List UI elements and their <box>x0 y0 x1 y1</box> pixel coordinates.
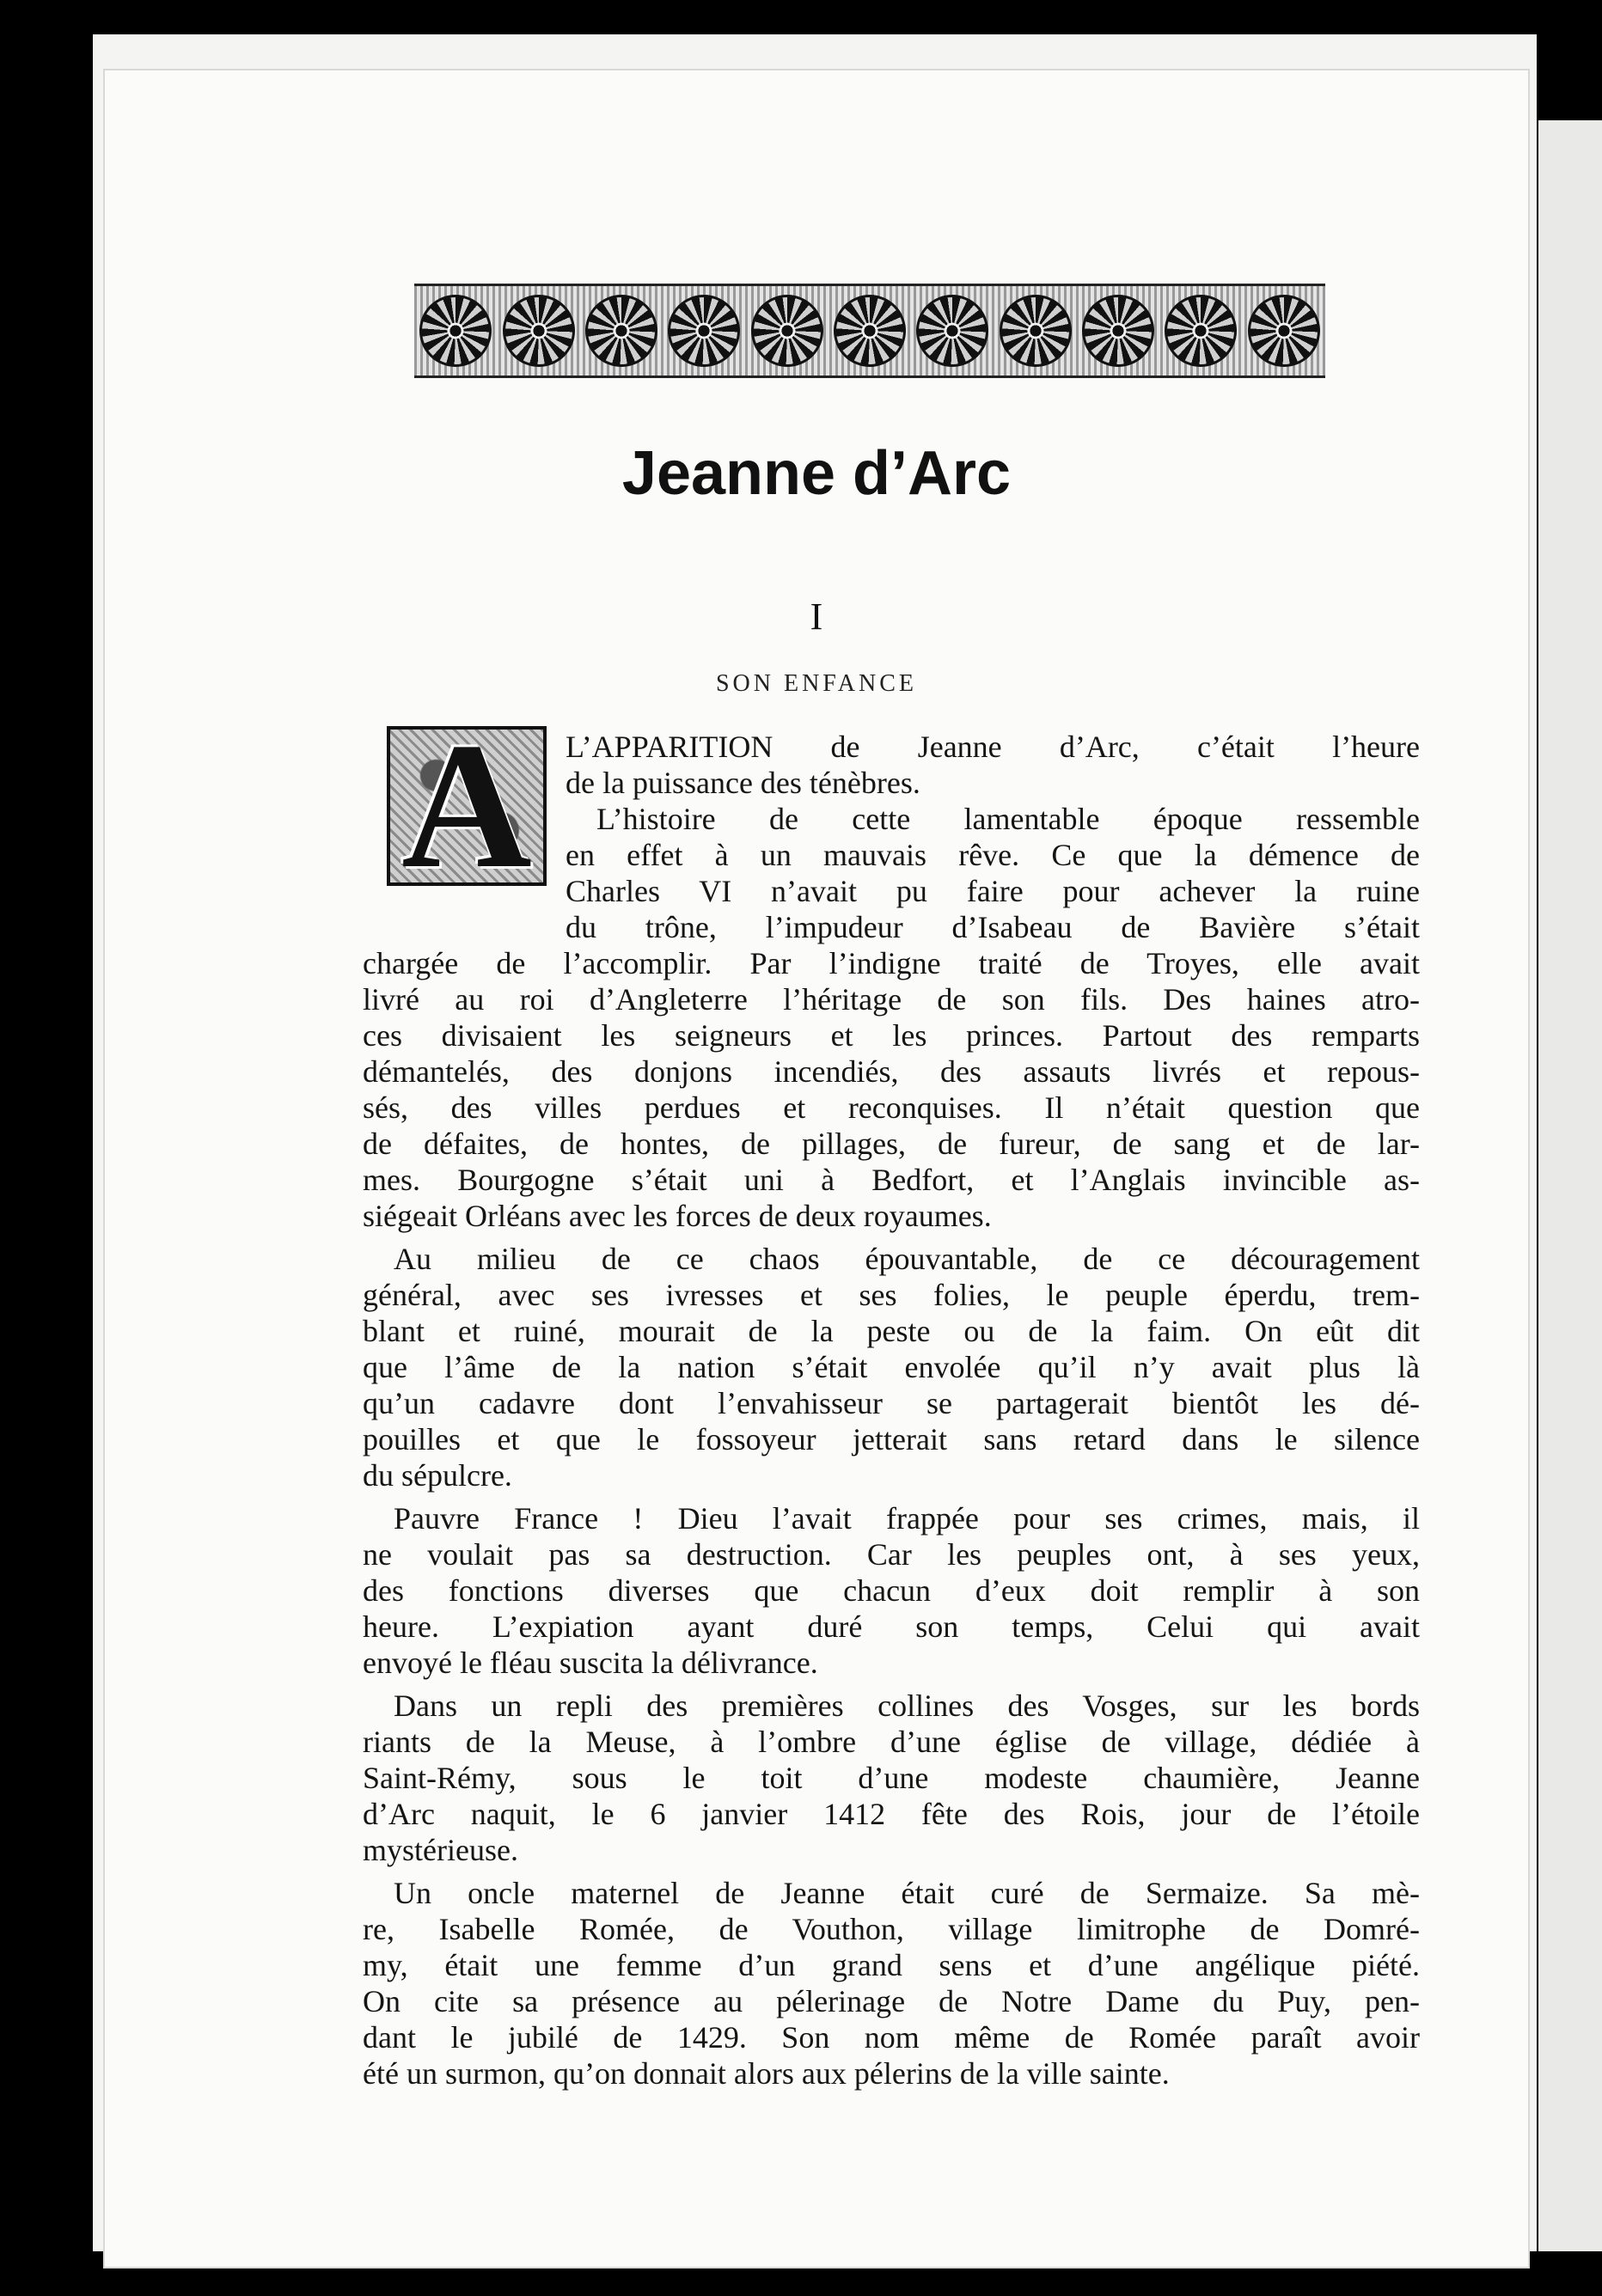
chapter-number: I <box>810 595 823 638</box>
rosette-ornament <box>419 295 492 367</box>
rosette-ornament <box>1165 295 1237 367</box>
text-line: général, avec ses ivresses et ses folies, le peuple éperdu, trem- <box>363 1278 1420 1312</box>
page-title: Jeanne d’Arc <box>621 439 1012 508</box>
text-line: re, Isabelle Romée, de Vouthon, village limitrophe de Domré- <box>363 1912 1420 1946</box>
text-line: heure. L’expiation ayant duré son temps, Celui qui avait <box>363 1609 1420 1644</box>
text-line: en effet à un mauvais rêve. Ce que la démence de <box>566 838 1420 872</box>
text-line: envoyé le fléau suscita la délivrance. <box>363 1646 818 1680</box>
text-line: démantelés, des donjons incendiés, des assauts livrés et repous- <box>363 1054 1420 1089</box>
text-line: blant et ruiné, mourait de la peste ou de la faim. On eût dit <box>363 1314 1420 1348</box>
chapter-subtitle: SON ENFANCE <box>715 670 918 697</box>
rosette-ornament <box>585 295 657 367</box>
text-line: ne voulait pas sa destruction. Car les peuples ont, à ses yeux, <box>363 1537 1420 1572</box>
text-line: du sépulcre. <box>363 1458 512 1493</box>
text-line: L’histoire de cette lamentable époque ressemble <box>596 802 1420 836</box>
adjacent-page-edge <box>1538 120 1602 2251</box>
text-line: mes. Bourgogne s’était uni à Bedfort, et l’Anglais invincible as- <box>363 1163 1420 1197</box>
dropcap-letter: A <box>401 706 532 906</box>
text-line: pouilles et que le fossoyeur jetterait sans retard dans le silence <box>363 1422 1420 1456</box>
body-text <box>363 729 1420 2091</box>
rosette-ornament <box>1248 295 1320 367</box>
text-line: de défaites, de hontes, de pillages, de fureur, de sang et de lar- <box>363 1127 1420 1161</box>
text-line: L’APPARITION de Jeanne d’Arc, c’était l’heure <box>566 730 1420 764</box>
text-line: que l’âme de la nation s’était envolée qu’il n’y avait plus là <box>363 1350 1420 1384</box>
text-line: my, était une femme d’un grand sens et d’une angélique piété. <box>363 1948 1420 1982</box>
book-page <box>103 69 1530 2269</box>
text-line: chargée de l’accomplir. Par l’indigne traité de Troyes, elle avait <box>363 946 1420 980</box>
text-line: Saint-Rémy, sous le toit d’une modeste chaumière, Jeanne <box>363 1761 1420 1795</box>
text-line: Pauvre France ! Dieu l’avait frappée pour ses crimes, mais, il <box>394 1501 1420 1536</box>
text-line: Au milieu de ce chaos épouvantable, de ce découragement <box>394 1242 1420 1276</box>
text-line: dant le jubilé de 1429. Son nom même de Romée paraît avoir <box>363 2020 1420 2055</box>
text-line: sés, des villes perdues et reconquises. Il n’était question que <box>363 1090 1420 1125</box>
text-line: des fonctions diverses que chacun d’eux doit remplir à son <box>363 1573 1420 1608</box>
rosette-ornament <box>916 295 988 367</box>
text-line: de la puissance des ténèbres. <box>566 766 920 800</box>
text-line: été un surmon, qu’on donnait alors aux pélerins de la ville sainte. <box>363 2056 1170 2091</box>
text-line: riants de la Meuse, à l’ombre d’une église de village, dédiée à <box>363 1725 1420 1759</box>
text-line: d’Arc naquit, le 6 janvier 1412 fête des Rois, jour de l’étoile <box>363 1797 1420 1831</box>
rosette-ornament <box>1000 295 1072 367</box>
text-line: livré au roi d’Angleterre l’héritage de son fils. Des haines atro- <box>363 982 1420 1017</box>
text-line: On cite sa présence au pélerinage de Notre Dame du Puy, pen- <box>363 1984 1420 2018</box>
text-line: siégeait Orléans avec les forces de deux royaumes. <box>363 1199 992 1233</box>
text-line: Un oncle maternel de Jeanne était curé de Sermaize. Sa mè- <box>394 1876 1420 1910</box>
text-line: du trône, l’impudeur d’Isabeau de Bavière s’était <box>566 910 1420 944</box>
text-line: qu’un cadavre dont l’envahisseur se partagerait bientôt les dé- <box>363 1386 1420 1420</box>
rosette-ornament <box>668 295 740 367</box>
text-line: Dans un repli des premières collines des Vosges, sur les bords <box>394 1688 1420 1723</box>
rosette-ornament <box>503 295 575 367</box>
decorative-header-band <box>414 284 1325 378</box>
text-line: mystérieuse. <box>363 1833 518 1867</box>
rosette-ornament <box>751 295 823 367</box>
rosette-ornament <box>1082 295 1154 367</box>
text-line: Charles VI n’avait pu faire pour achever la ruine <box>566 874 1420 908</box>
text-line: ces divisaient les seigneurs et les princes. Partout des remparts <box>363 1018 1420 1053</box>
rosette-ornament <box>834 295 906 367</box>
